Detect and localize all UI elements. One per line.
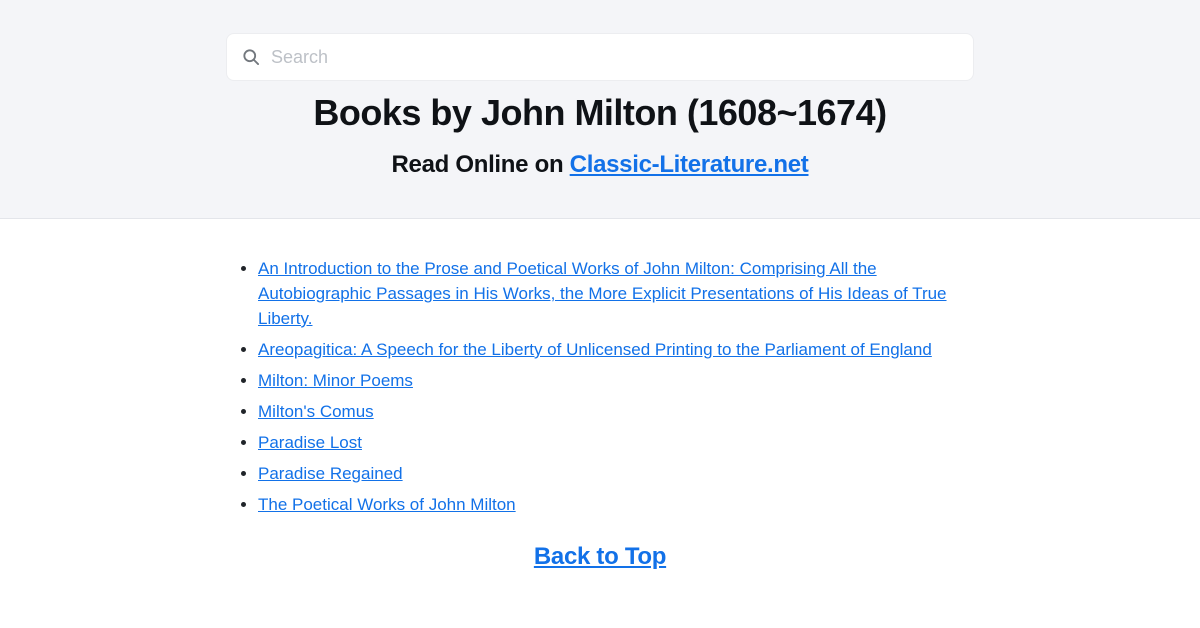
book-link[interactable]: Areopagitica: A Speech for the Liberty of Unlicensed Printing to the Parliament of England [258,340,932,359]
book-link[interactable]: An Introduction to the Prose and Poetical Works of John Milton: Comprising All the Autobiographic Passages in His Works, the More Explicit Presentations of His Ideas of True Liberty. [258,259,947,328]
search-icon [241,47,261,67]
subtitle-text: Read Online on [391,151,570,178]
book-list-item [258,256,974,331]
book-list-item [258,430,974,455]
book-link[interactable]: Milton's Comus [258,402,374,421]
book-link[interactable]: Paradise Lost [258,433,362,452]
page-header [0,0,1200,219]
back-to-top-link[interactable]: Back to Top [533,543,667,570]
back-to-top [226,543,974,571]
book-link[interactable]: The Poetical Works of John Milton [258,495,516,514]
search-bar[interactable] [226,33,974,81]
search-input[interactable] [271,47,959,68]
book-list-item [258,368,974,393]
book-list-item [258,399,974,424]
site-link[interactable]: Classic-Literature.net [569,151,809,178]
book-list-item [258,492,974,517]
book-list-item [258,337,974,362]
main-content [226,219,974,571]
book-list [226,256,974,517]
book-list-item [258,461,974,486]
book-link[interactable]: Milton: Minor Poems [258,371,413,390]
page-subtitle [0,151,1200,179]
page-title: Books by John Milton (1608~1674) [313,92,887,133]
book-link[interactable]: Paradise Regained [258,464,403,483]
